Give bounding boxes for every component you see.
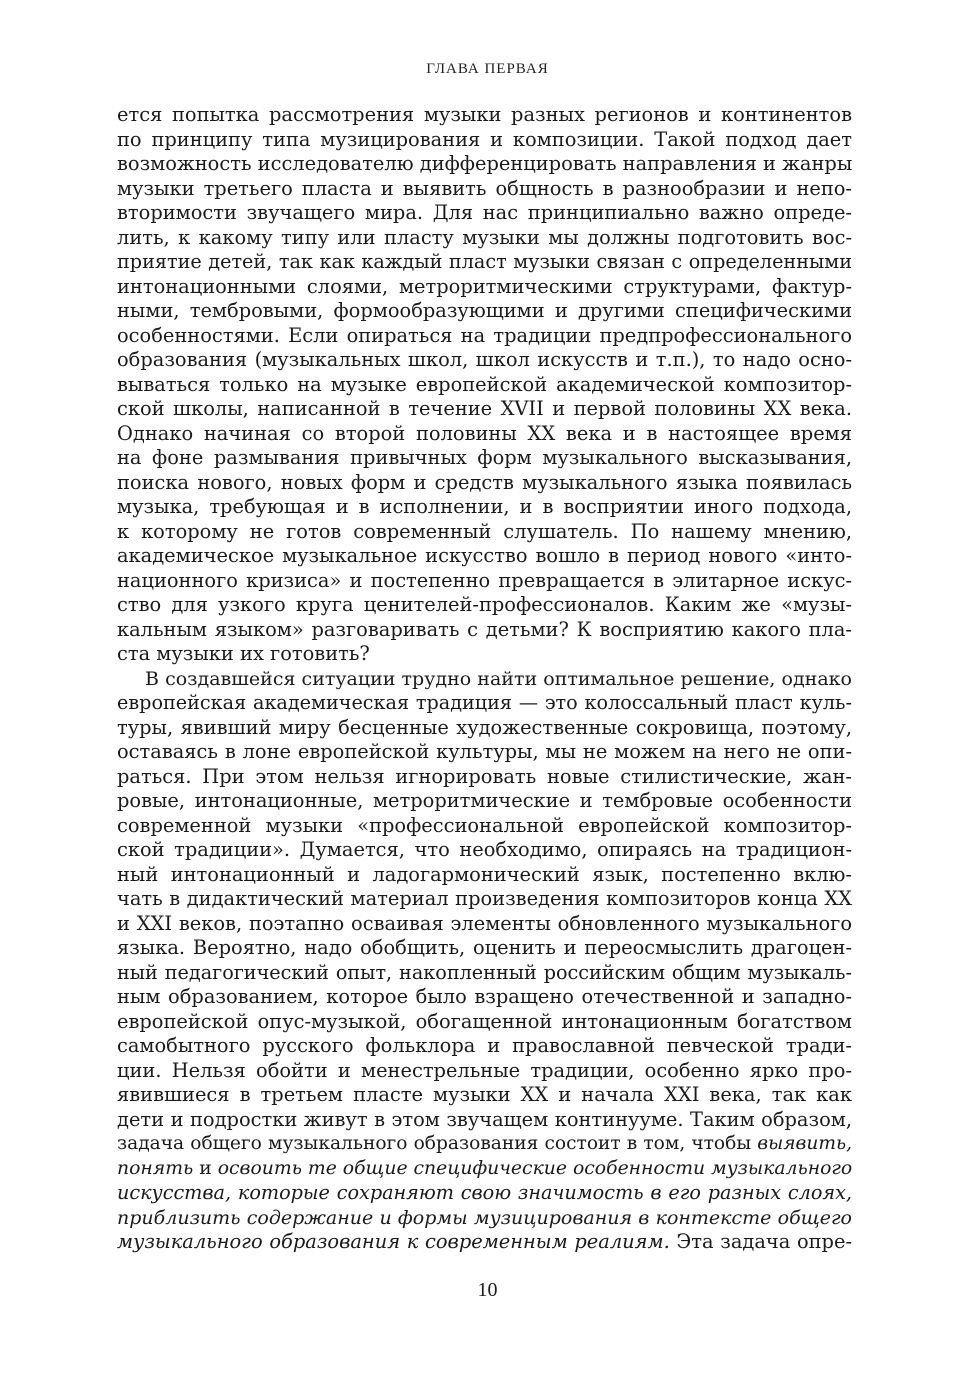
text-line: европейской опус-музыкой, обогащенной интонационным богатством xyxy=(117,1009,852,1033)
text-line-mixed xyxy=(117,1132,852,1157)
text-line: приятие детей, так как каждый пласт музыки связан с определенными xyxy=(117,250,852,273)
text-line: Однако начиная со второй половины XX века и в настоящее время xyxy=(117,421,852,445)
text-line: раться. При этом нельзя игнорировать новые стилистические, жан- xyxy=(117,764,852,788)
text-line: лить, к какому типу или пласту музыки мы должны подготовить вос- xyxy=(117,225,852,249)
text-run: и xyxy=(193,1157,218,1179)
italic-run: освоить те общие специфические особенности музыкального xyxy=(217,1157,852,1179)
paragraph-2 xyxy=(117,667,852,1255)
page-number: 10 xyxy=(477,1279,498,1301)
body-text xyxy=(117,103,852,1255)
text-line: музыки третьего пласта и выявить общность в разнообразии и непо- xyxy=(117,176,852,200)
text-line: самобытного русского фольклора и православной певческой тради- xyxy=(117,1034,852,1057)
text-line: интонационными слоями, метроритмическими структурами, фактур- xyxy=(117,274,852,298)
text-line: национного кризиса» и постепенно превращается в элитарное искус- xyxy=(117,568,852,592)
text-line: ный педагогический опыт, накопленный российским общим музыкаль- xyxy=(117,960,852,984)
text-run: задача общего музыкального образования состоит в том, чтобы xyxy=(117,1133,758,1154)
text-line: ным образованием, которое было взращено отечественной и западно- xyxy=(117,985,852,1008)
text-line: дети и подростки живут в этом звучащем континууме. Таким образом, xyxy=(117,1107,852,1131)
text-line: туры, явивший миру бесценные художественные сокровища, поэтому, xyxy=(117,715,852,739)
text-line: вываться только на музыке европейской академической композитор- xyxy=(117,372,852,396)
paragraph-1 xyxy=(117,103,852,667)
text-line: ста музыки их готовить? xyxy=(117,642,370,665)
text-line: ется попытка рассмотрения музыки разных регионов и континентов xyxy=(117,103,852,126)
text-line: поиска нового, новых форм и средств музыкального языка появилась xyxy=(117,470,852,494)
text-line: ными, тембровыми, формообразующими и другими специфическими xyxy=(117,299,852,322)
text-line: ровые, интонационные, метроритмические и тембровые особенности xyxy=(117,789,852,812)
text-run: Эта задача опре- xyxy=(669,1230,852,1253)
text-line: и XXI веков, поэтапно осваивая элементы обновленного музыкального xyxy=(117,911,852,935)
text-line: В создавшейся ситуации трудно найти оптимальное решение, однако xyxy=(145,667,852,690)
text-line: ции. Нельзя обойти и менестрельные традиции, особенно ярко про- xyxy=(117,1058,852,1082)
text-line: языка. Вероятно, надо обобщить, оценить и переосмыслить драгоцен- xyxy=(117,936,852,959)
text-line: образования (музыкальных школ, школ искусств и т.п.), то надо осно- xyxy=(117,348,852,371)
text-line: чать в дидактический материал произведения композиторов конца XX xyxy=(117,887,852,910)
text-line-mixed xyxy=(117,1206,852,1231)
text-line-mixed xyxy=(117,1181,852,1206)
text-line-mixed xyxy=(117,1230,852,1255)
running-head-title: ГЛАВА ПЕРВАЯ xyxy=(426,61,549,77)
text-line: музыка, требующая и в исполнении, и в восприятии иного подхода, xyxy=(117,495,852,518)
text-line: явившиеся в третьем пласте музыки XX и начала XXI века, так как xyxy=(117,1083,852,1106)
italic-run: музыкального образования к современным реалиям. xyxy=(117,1230,670,1253)
text-line: кальным языком» разговаривать с детьми? К восприятию какого пла- xyxy=(117,617,852,641)
italic-run: выявить, xyxy=(757,1133,852,1154)
text-line: европейская академическая традиция — это колоссальный пласт куль- xyxy=(117,691,852,714)
text-line: современной музыки «профессиональной европейской композитор- xyxy=(117,813,852,837)
text-line: оставаясь в лоне европейской культуры, мы не можем на него не опи- xyxy=(117,740,852,763)
text-line: на фоне размывания привычных форм музыкального высказывания, xyxy=(117,446,852,469)
text-line: к которому не готов современный слушатель. По нашему мнению, xyxy=(117,519,852,543)
text-line: ской традиции». Думается, что необходимо, опираясь на традицион- xyxy=(117,838,852,861)
text-line: академическое музыкальное искусство вошло в период нового «инто- xyxy=(117,544,852,567)
text-line: по принципу типа музицирования и композиции. Такой подход дает xyxy=(117,127,852,151)
italic-run: искусства, которые сохраняют свою значимость в его разных слоях, xyxy=(117,1181,852,1204)
italic-run: приблизить содержание и формы музицирования в контексте общего xyxy=(117,1206,852,1229)
text-line-mixed xyxy=(117,1157,852,1182)
text-line: вторимости звучащего мира. Для нас принципиально важно опреде- xyxy=(117,201,852,224)
text-line: возможность исследователю дифференцировать направления и жанры xyxy=(117,152,852,175)
text-line: ство для узкого круга ценителей-профессионалов. Каким же «музы- xyxy=(117,593,852,616)
text-line: особенностями. Если опираться на традиции предпрофессионального xyxy=(117,323,852,347)
text-line: ской школы, написанной в течение XVII и первой половины XX века. xyxy=(117,397,852,420)
italic-run: понять xyxy=(117,1157,194,1179)
text-line: ный интонационный и ладогармонический язык, постепенно вклю- xyxy=(117,862,852,886)
